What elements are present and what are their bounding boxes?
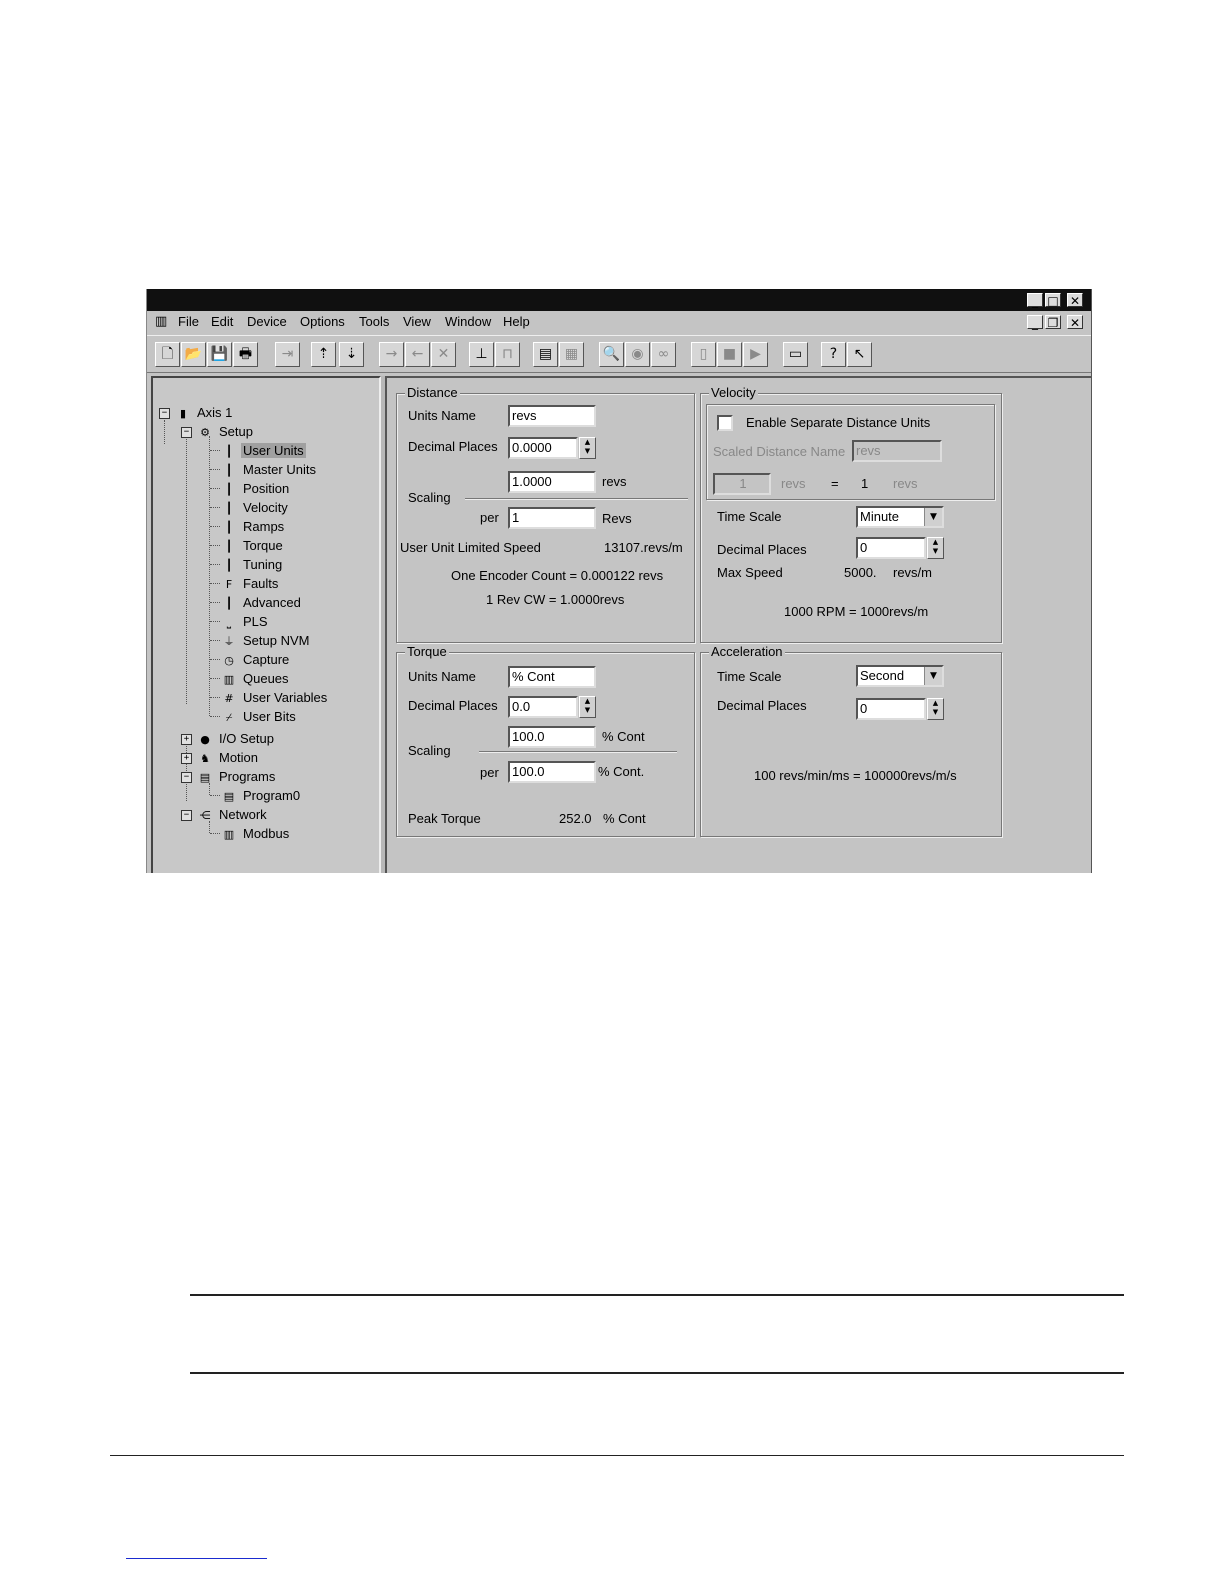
context-help-icon[interactable]: ↖: [847, 342, 872, 367]
torque-decimal-places-label: Decimal Places: [408, 698, 498, 713]
velocity-decimal-spinner[interactable]: ▲ ▼: [927, 537, 944, 559]
menu-edit[interactable]: Edit: [211, 314, 234, 329]
torque-per-label: per: [480, 765, 499, 780]
watch-icon[interactable]: ◉: [625, 342, 650, 367]
separate-units-box: [706, 404, 995, 500]
tree-tuning[interactable]: ┃ Tuning: [221, 556, 284, 573]
acceleration-title: Acceleration: [711, 644, 783, 659]
distance-group: [396, 385, 695, 643]
tree-advanced[interactable]: ┃ Advanced: [221, 594, 303, 611]
tree-user-bits[interactable]: ⌿ User Bits: [221, 708, 298, 725]
disable-icon[interactable]: ⊓: [495, 342, 520, 367]
parameter-icon: ┃: [225, 464, 233, 477]
queue-icon: ▥: [223, 673, 235, 686]
acceleration-note: 100 revs/min/ms = 100000revs/m/s: [754, 768, 957, 783]
tree-programs[interactable]: ▤ Programs: [197, 768, 277, 785]
distance-units-name-label: Units Name: [408, 408, 476, 423]
close-button[interactable]: ✕: [1067, 293, 1083, 307]
application-window: [146, 289, 1092, 873]
velocity-time-scale-select[interactable]: Minute ▼: [856, 506, 944, 528]
distance-scaling-input[interactable]: 1.0000: [508, 471, 596, 493]
ratio-right-unit: revs: [893, 476, 918, 491]
rpm-note: 1000 RPM = 1000revs/m: [784, 604, 929, 619]
velocity-title: Velocity: [711, 385, 756, 400]
parameter-icon: ┃: [225, 502, 233, 515]
distance-scaling-unit: revs: [602, 474, 627, 489]
acceleration-group: [700, 644, 1002, 837]
tree-user-variables[interactable]: # User Variables: [221, 689, 329, 706]
connect-icon[interactable]: →: [379, 342, 404, 367]
menu-view[interactable]: View: [403, 314, 431, 329]
upload-icon[interactable]: ⇡: [311, 342, 336, 367]
menu-options[interactable]: Options: [300, 314, 345, 329]
distance-scaling-label: Scaling: [408, 490, 451, 505]
drive-icon: ▮: [179, 407, 187, 420]
tree-setup[interactable]: ⚙ Setup: [197, 423, 255, 440]
tree-motion[interactable]: ♞ Motion: [197, 749, 260, 766]
acceleration-decimal-spinner[interactable]: ▲ ▼: [927, 698, 944, 720]
faults-icon: F: [225, 578, 233, 591]
io-icon: ●: [200, 733, 210, 746]
distance-scaling-divider: [465, 498, 688, 500]
zoom-icon[interactable]: 🔍: [599, 342, 624, 367]
tree-user-units[interactable]: ┃ User Units: [221, 442, 306, 459]
torque-scaling-divider: [479, 751, 677, 753]
setup-icon: ⚙: [200, 426, 210, 439]
child-minimize-button[interactable]: _: [1027, 315, 1043, 329]
help-icon[interactable]: ?: [821, 342, 846, 367]
minimize-button[interactable]: _: [1027, 293, 1043, 307]
footer-rule: [110, 1455, 1124, 1456]
program-icon: ▤: [223, 790, 235, 803]
torque-scaling-label: Scaling: [408, 743, 451, 758]
save-icon[interactable]: 💾: [207, 342, 232, 367]
child-restore-button[interactable]: ❐: [1045, 315, 1061, 329]
chevron-down-icon[interactable]: ▼: [924, 667, 942, 685]
parameter-icon: ┃: [225, 540, 233, 553]
export-icon[interactable]: ⇥: [275, 342, 300, 367]
torque-units-name-label: Units Name: [408, 669, 476, 684]
motion-icon: ♞: [200, 752, 210, 765]
enable-separate-units-label: Enable Separate Distance Units: [746, 415, 931, 430]
expand-motion-icon[interactable]: +: [181, 753, 192, 764]
collapse-axis-icon[interactable]: −: [159, 408, 170, 419]
tree-axis-1[interactable]: ▮ Axis 1: [175, 404, 234, 421]
ratio-equals: =: [831, 476, 839, 491]
distance-per-input[interactable]: 1: [508, 507, 596, 529]
pls-icon: ⎵: [226, 616, 232, 629]
parameter-icon: ┃: [225, 483, 233, 496]
project-tree: [151, 376, 381, 873]
glasses-icon[interactable]: ∞: [651, 342, 676, 367]
velocity-group: [700, 385, 1002, 643]
disconnect-icon[interactable]: ←: [405, 342, 430, 367]
limited-speed-label: User Unit Limited Speed: [400, 540, 541, 555]
torque-scaling-input[interactable]: 100.0: [508, 726, 596, 748]
tree-capture[interactable]: ◷ Capture: [221, 651, 291, 668]
acceleration-time-scale-label: Time Scale: [717, 669, 782, 684]
acceleration-decimal-places-input[interactable]: 0: [856, 698, 926, 720]
tree-modbus[interactable]: ▥ Modbus: [221, 825, 291, 842]
menu-window[interactable]: Window: [445, 314, 492, 329]
new-file-icon[interactable]: 🗋: [155, 342, 180, 367]
tree-velocity[interactable]: ┃ Velocity: [221, 499, 290, 516]
variables-icon: #: [224, 692, 234, 705]
child-close-button[interactable]: ✕: [1067, 315, 1083, 329]
parameter-icon: ┃: [225, 597, 233, 610]
encoder-count-text: One Encoder Count = 0.000122 revs: [451, 568, 664, 583]
enable-separate-units-checkbox[interactable]: [717, 415, 733, 431]
tree-torque[interactable]: ┃ Torque: [221, 537, 285, 554]
run-icon[interactable]: ▯: [691, 342, 716, 367]
tree-setup-nvm[interactable]: ⏚ Setup NVM: [221, 632, 311, 649]
max-speed-label: Max Speed: [717, 565, 783, 580]
note-bottom-rule: [190, 1372, 1124, 1374]
window-layout-icon[interactable]: ▭: [783, 342, 808, 367]
velocity-decimal-places-input[interactable]: 0: [856, 537, 926, 559]
distance-per-label: per: [480, 510, 499, 525]
distance-title: Distance: [407, 385, 458, 400]
limited-speed-value: 13107.revs/m: [604, 540, 683, 555]
rev-cw-text: 1 Rev CW = 1.0000revs: [486, 592, 625, 607]
chevron-down-icon[interactable]: ▼: [924, 508, 942, 526]
step-icon[interactable]: ▶: [743, 342, 768, 367]
scaled-distance-name-label: Scaled Distance Name: [713, 444, 846, 459]
print-icon[interactable]: 🖶: [233, 342, 258, 367]
tree-pls[interactable]: ⎵ PLS: [221, 613, 270, 630]
velocity-time-scale-label: Time Scale: [717, 509, 782, 524]
stop-icon[interactable]: ■: [717, 342, 742, 367]
program-icon[interactable]: ▤: [533, 342, 558, 367]
distance-per-unit: Revs: [602, 511, 632, 526]
torque-decimal-places-input[interactable]: 0.0: [508, 696, 578, 718]
clock-icon: ◷: [224, 654, 234, 667]
tree-program0[interactable]: ▤ Program0: [221, 787, 302, 804]
distance-decimal-spinner[interactable]: ▲ ▼: [579, 437, 596, 459]
collapse-setup-icon[interactable]: −: [181, 427, 192, 438]
torque-scaling-unit: % Cont: [602, 729, 645, 744]
parameter-icon: ┃: [225, 445, 233, 458]
bits-icon: ⌿: [225, 711, 233, 724]
distance-decimal-places-input[interactable]: 0.0000: [508, 437, 578, 459]
peak-torque-value: 252.0: [559, 811, 592, 826]
program-list-icon[interactable]: ▦: [559, 342, 584, 367]
title-bar: [147, 289, 1091, 311]
network-icon: ⋲: [199, 809, 211, 822]
note-top-rule: [190, 1294, 1124, 1296]
document-icon[interactable]: ▥: [155, 314, 168, 329]
cancel-icon[interactable]: ✕: [431, 342, 456, 367]
tree-position[interactable]: ┃ Position: [221, 480, 291, 497]
menu-file[interactable]: File: [178, 314, 199, 329]
torque-group: [396, 644, 695, 837]
maximize-button[interactable]: □: [1045, 293, 1061, 307]
tree-ramps[interactable]: ┃ Ramps: [221, 518, 286, 535]
collapse-programs-icon[interactable]: −: [181, 772, 192, 783]
velocity-decimal-places-label: Decimal Places: [717, 542, 807, 557]
tree-network[interactable]: ⋲ Network: [197, 806, 269, 823]
scaled-distance-name-input[interactable]: revs: [852, 440, 942, 462]
menu-tools[interactable]: Tools: [359, 314, 390, 329]
torque-decimal-spinner[interactable]: ▲ ▼: [579, 696, 596, 718]
parameter-icon: ┃: [225, 521, 233, 534]
toolbar: [147, 335, 1091, 373]
menu-help[interactable]: Help: [503, 314, 530, 329]
modbus-icon: ▥: [223, 828, 235, 841]
acceleration-decimal-places-label: Decimal Places: [717, 698, 807, 713]
torque-per-input[interactable]: 100.0: [508, 761, 596, 783]
ratio-right-value: 1: [861, 476, 869, 491]
menu-bar: [147, 311, 1091, 333]
download-icon[interactable]: ⇣: [339, 342, 364, 367]
torque-units-name-input[interactable]: % Cont: [508, 666, 596, 688]
peak-torque-label: Peak Torque: [408, 811, 481, 826]
acceleration-time-scale-select[interactable]: Second ▼: [856, 665, 944, 687]
user-units-panel: [387, 376, 1091, 873]
distance-units-name-input[interactable]: revs: [508, 405, 596, 427]
scaled-ratio-input[interactable]: 1: [713, 473, 771, 495]
parameter-icon: ┃: [225, 559, 233, 572]
max-speed-unit: revs/m: [893, 565, 932, 580]
torque-per-unit: % Cont.: [598, 764, 645, 779]
menu-device[interactable]: Device: [247, 314, 287, 329]
peak-torque-unit: % Cont: [603, 811, 646, 826]
tree-master-units[interactable]: ┃ Master Units: [221, 461, 318, 478]
max-speed-value: 5000.: [844, 565, 877, 580]
ratio-left-unit: revs: [781, 476, 806, 491]
programs-icon: ▤: [199, 771, 211, 784]
enable-icon[interactable]: ⊥: [469, 342, 494, 367]
plug-icon: ⏚: [223, 635, 235, 648]
tree-queues[interactable]: ▥ Queues: [221, 670, 291, 687]
tree-faults[interactable]: F Faults: [221, 575, 280, 592]
expand-io-setup-icon[interactable]: +: [181, 734, 192, 745]
collapse-network-icon[interactable]: −: [181, 810, 192, 821]
tree-io-setup[interactable]: ● I/O Setup: [197, 730, 276, 747]
open-folder-icon[interactable]: 📂: [181, 342, 206, 367]
footer-link-underline[interactable]: [126, 1558, 267, 1559]
distance-decimal-places-label: Decimal Places: [408, 439, 498, 454]
torque-title: Torque: [407, 644, 447, 659]
